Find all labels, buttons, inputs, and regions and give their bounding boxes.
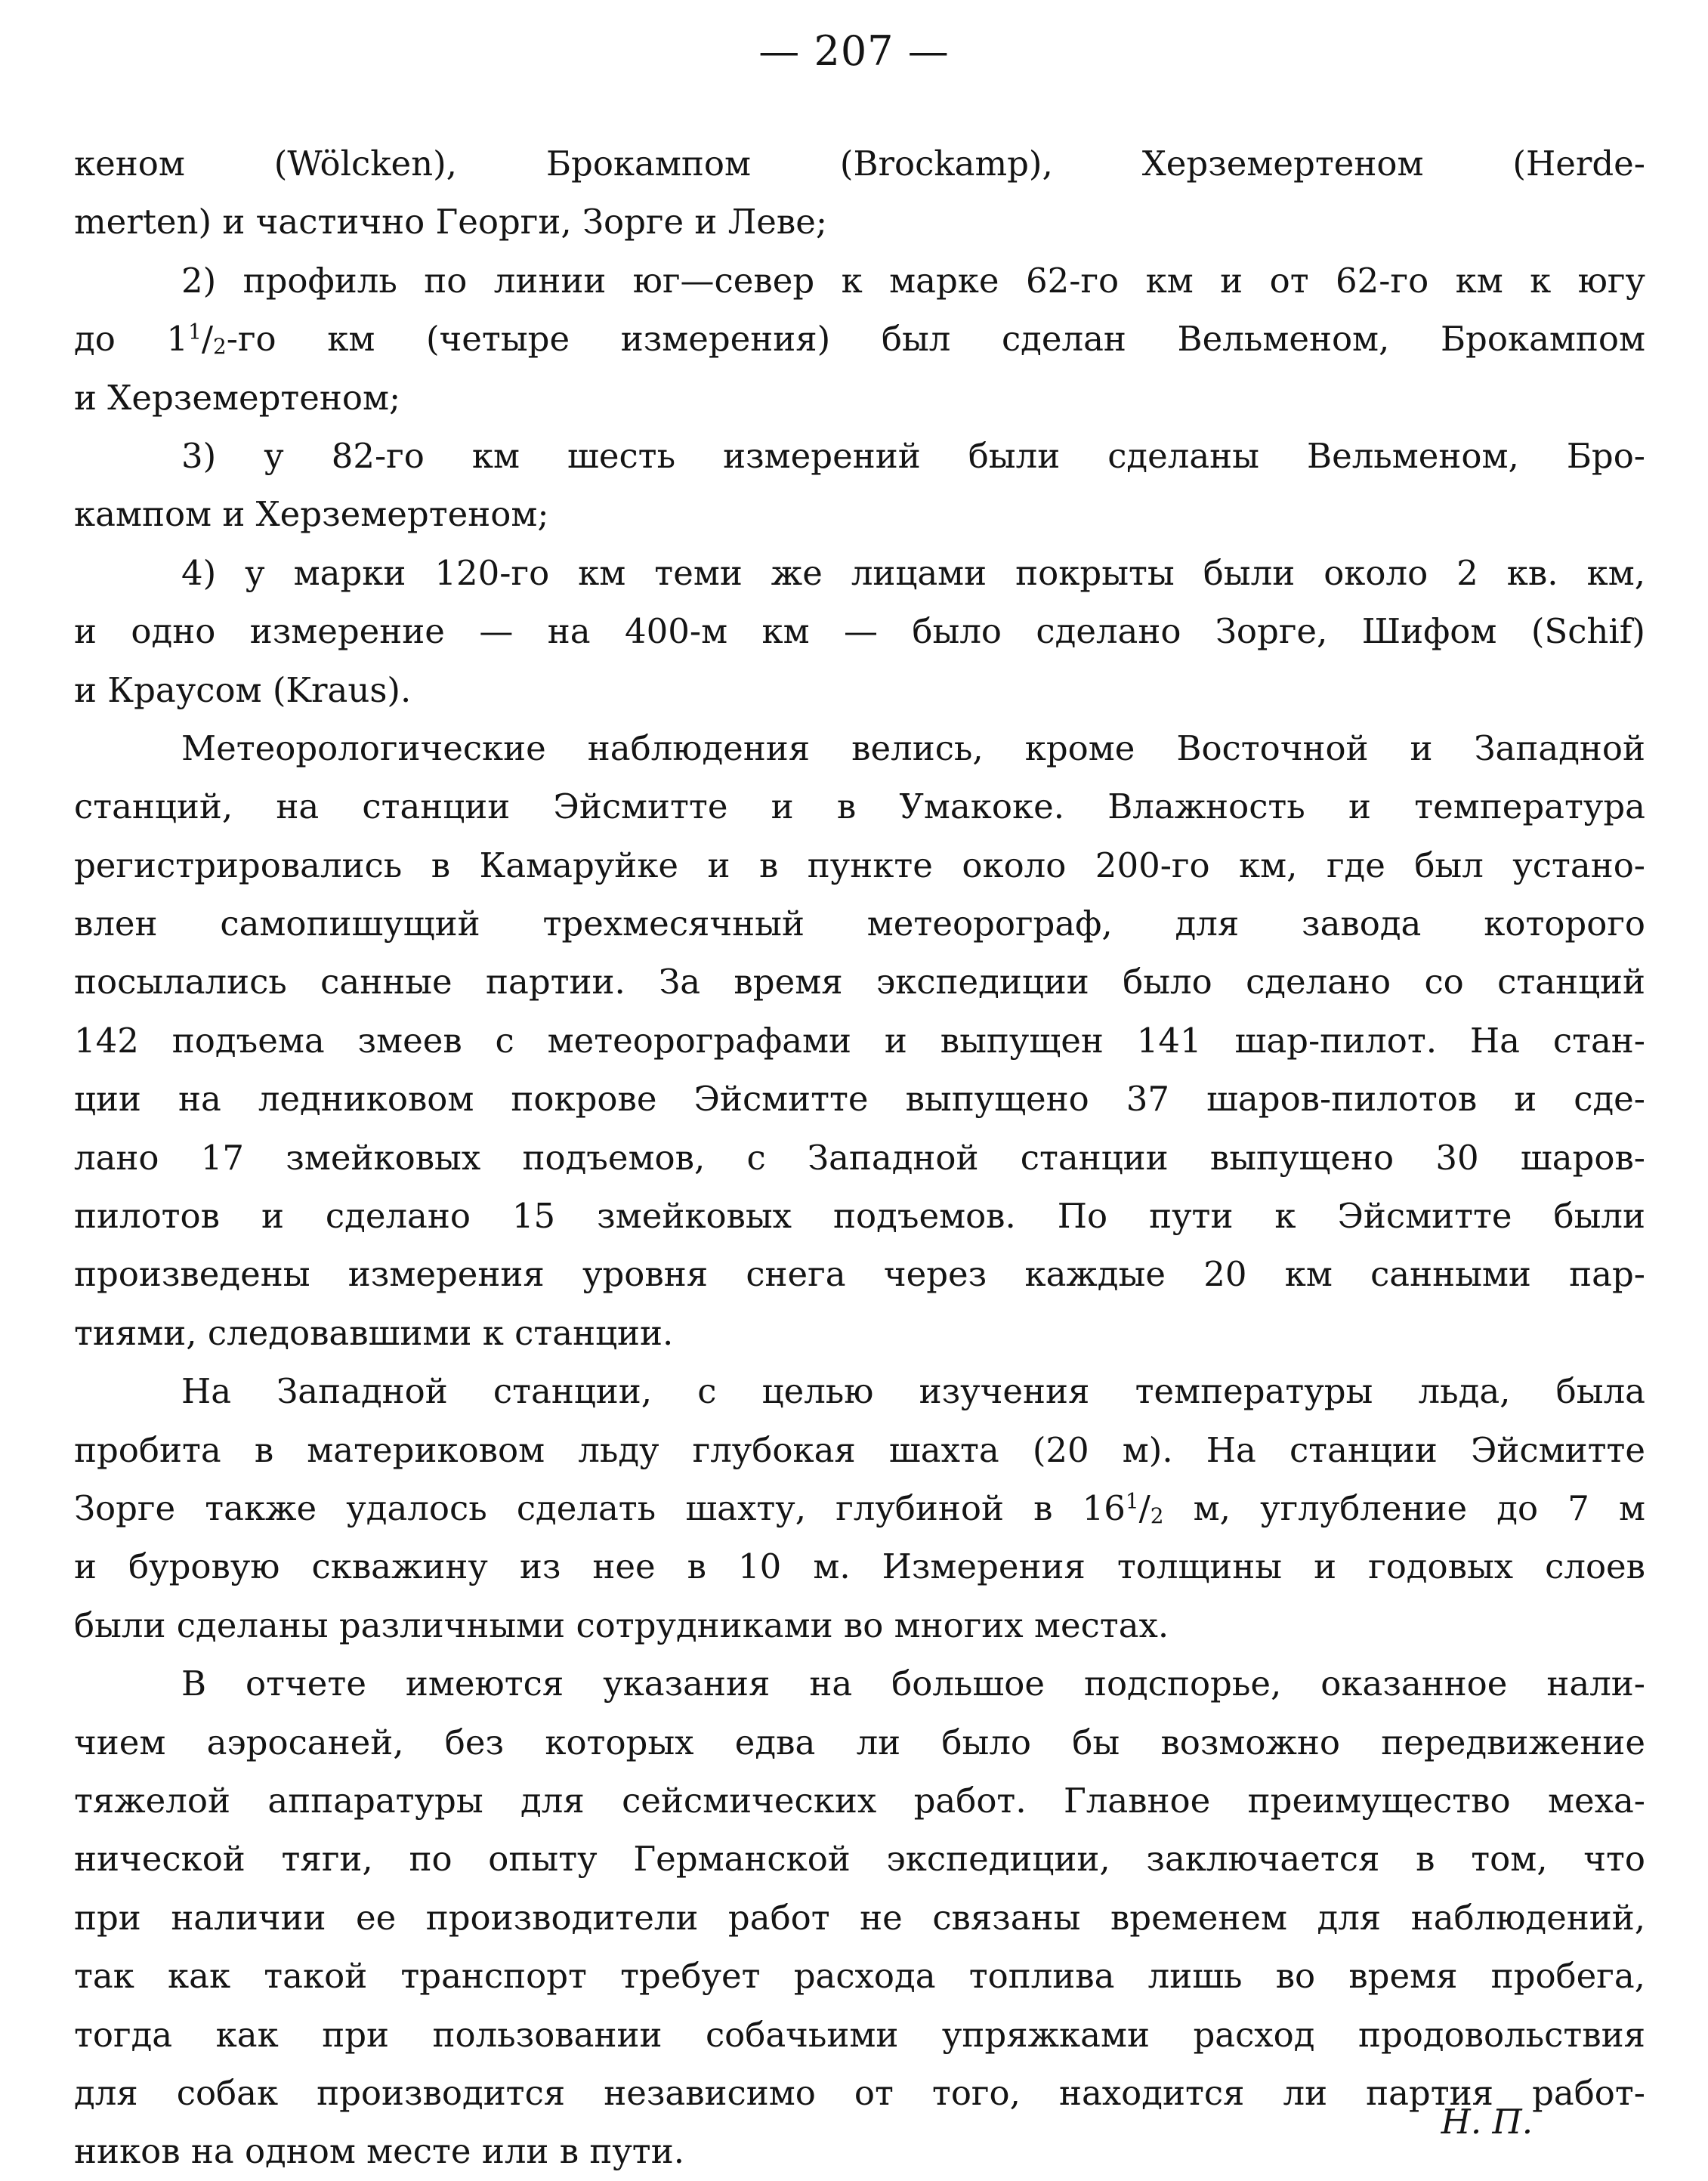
text-line: тиями, следовавшими к станции. xyxy=(74,1312,674,1353)
text-line: ции на ледниковом покрове Эйсмитте выпущено 37 шаров-пилотов и сде- xyxy=(74,1079,1645,1120)
text-line: и одно измерение — на 400-м км — было сделано Зорге, Шифом (Schif) xyxy=(74,611,1645,652)
text-line xyxy=(74,310,1645,368)
text-line: и Херземертеном; xyxy=(74,377,401,418)
text-line: ников на одном месте или в пути. xyxy=(74,2131,685,2172)
text-line xyxy=(74,1479,1645,1537)
text-line: так как такой транспорт требует расхода топлива лишь во время пробега, xyxy=(74,1956,1645,1997)
page-number: — 207 — xyxy=(758,27,950,75)
text-line: станций, на станции Эйсмитте и в Умакоке. Влажность и температура xyxy=(74,786,1645,827)
fraction-numerator: 1 xyxy=(188,319,202,344)
text-line: при наличии ее производители работ не связаны временем для наблюдений, xyxy=(74,1897,1645,1938)
text-line: merten) и частично Георги, Зорге и Леве; xyxy=(74,202,828,243)
author-initials: Н. П. xyxy=(1441,2102,1533,2142)
fraction-slash: / xyxy=(1138,1487,1151,1528)
text-fragment: -го км (четыре измерения) был сделан Вельменом, Брокампом xyxy=(226,319,1645,360)
text-line: 2) профиль по линии юг—север к марке 62-го км и от 62-го км к югу xyxy=(181,260,1645,301)
fraction-denominator: 2 xyxy=(1150,1503,1164,1529)
fraction-denominator: 2 xyxy=(212,334,227,360)
text-line: пробита в материковом льду глубокая шахта (20 м). На станции Эйсмитте xyxy=(74,1429,1645,1470)
text-line: пилотов и сделано 15 змейковых подъемов. По пути к Эйсмитте были xyxy=(74,1196,1645,1237)
fraction-slash: / xyxy=(201,319,213,360)
text-line: для собак производится независимо от того, находится ли партия работ- xyxy=(74,2072,1645,2113)
text-line: тогда как при пользовании собачьими упряжками расход продовольствия xyxy=(74,2014,1645,2055)
text-line: регистрировались в Камаруйке и в пункте около 200-го км, где был устано- xyxy=(74,845,1645,885)
text-fragment: м, углубление до 7 м xyxy=(1163,1487,1645,1528)
text-line: влен самопишущий трехмесячный метеорограф, для завода которого xyxy=(74,904,1645,944)
text-line: посылались санные партии. За время экспедиции было сделано со станций xyxy=(74,962,1645,1002)
text-line: кеном (Wölcken), Брокампом (Brockamp), Херземертеном (Herde- xyxy=(74,144,1645,184)
text-line: 4) у марки 120-го км теми же лицами покрыты были около 2 кв. км, xyxy=(181,552,1645,593)
text-line: и Краусом (Kraus). xyxy=(74,669,412,710)
text-line: лано 17 змейковых подъемов, с Западной станции выпущено 30 шаров- xyxy=(74,1137,1645,1178)
text-line: произведены измерения уровня снега через каждые 20 км санными пар- xyxy=(74,1254,1645,1295)
fraction-numerator: 1 xyxy=(1125,1488,1139,1514)
text-line: тяжелой аппаратуры для сейсмических работ. Главное преимущество меха- xyxy=(74,1780,1645,1821)
body-text xyxy=(74,134,1645,2181)
text-line: В отчете имеются указания на большое подспорье, оказанное нали- xyxy=(181,1664,1645,1704)
text-line: На Западной станции, с целью изучения температуры льда, была xyxy=(181,1371,1645,1412)
text-fragment: до 1 xyxy=(74,319,189,360)
text-line: были сделаны различными сотрудниками во многих местах. xyxy=(74,1605,1169,1645)
text-line: 142 подъема змеев с метеорографами и выпущен 141 шар-пилот. На стан- xyxy=(74,1020,1645,1061)
text-line: Метеорологические наблюдения велись, кроме Восточной и Западной xyxy=(181,728,1645,768)
text-line: нической тяги, по опыту Германской экспедиции, заключается в том, что xyxy=(74,1839,1645,1880)
text-fragment: Зорге также удалось сделать шахту, глубиной в 16 xyxy=(74,1487,1126,1528)
text-line: 3) у 82-го км шесть измерений были сделаны Вельменом, Бро- xyxy=(181,435,1645,476)
text-line: чием аэросаней, без которых едва ли было бы возможно передвижение xyxy=(74,1722,1645,1762)
text-line: и буровую скважину из нее в 10 м. Измерения толщины и годовых слоев xyxy=(74,1546,1645,1587)
text-line: кампом и Херземертеном; xyxy=(74,494,549,535)
